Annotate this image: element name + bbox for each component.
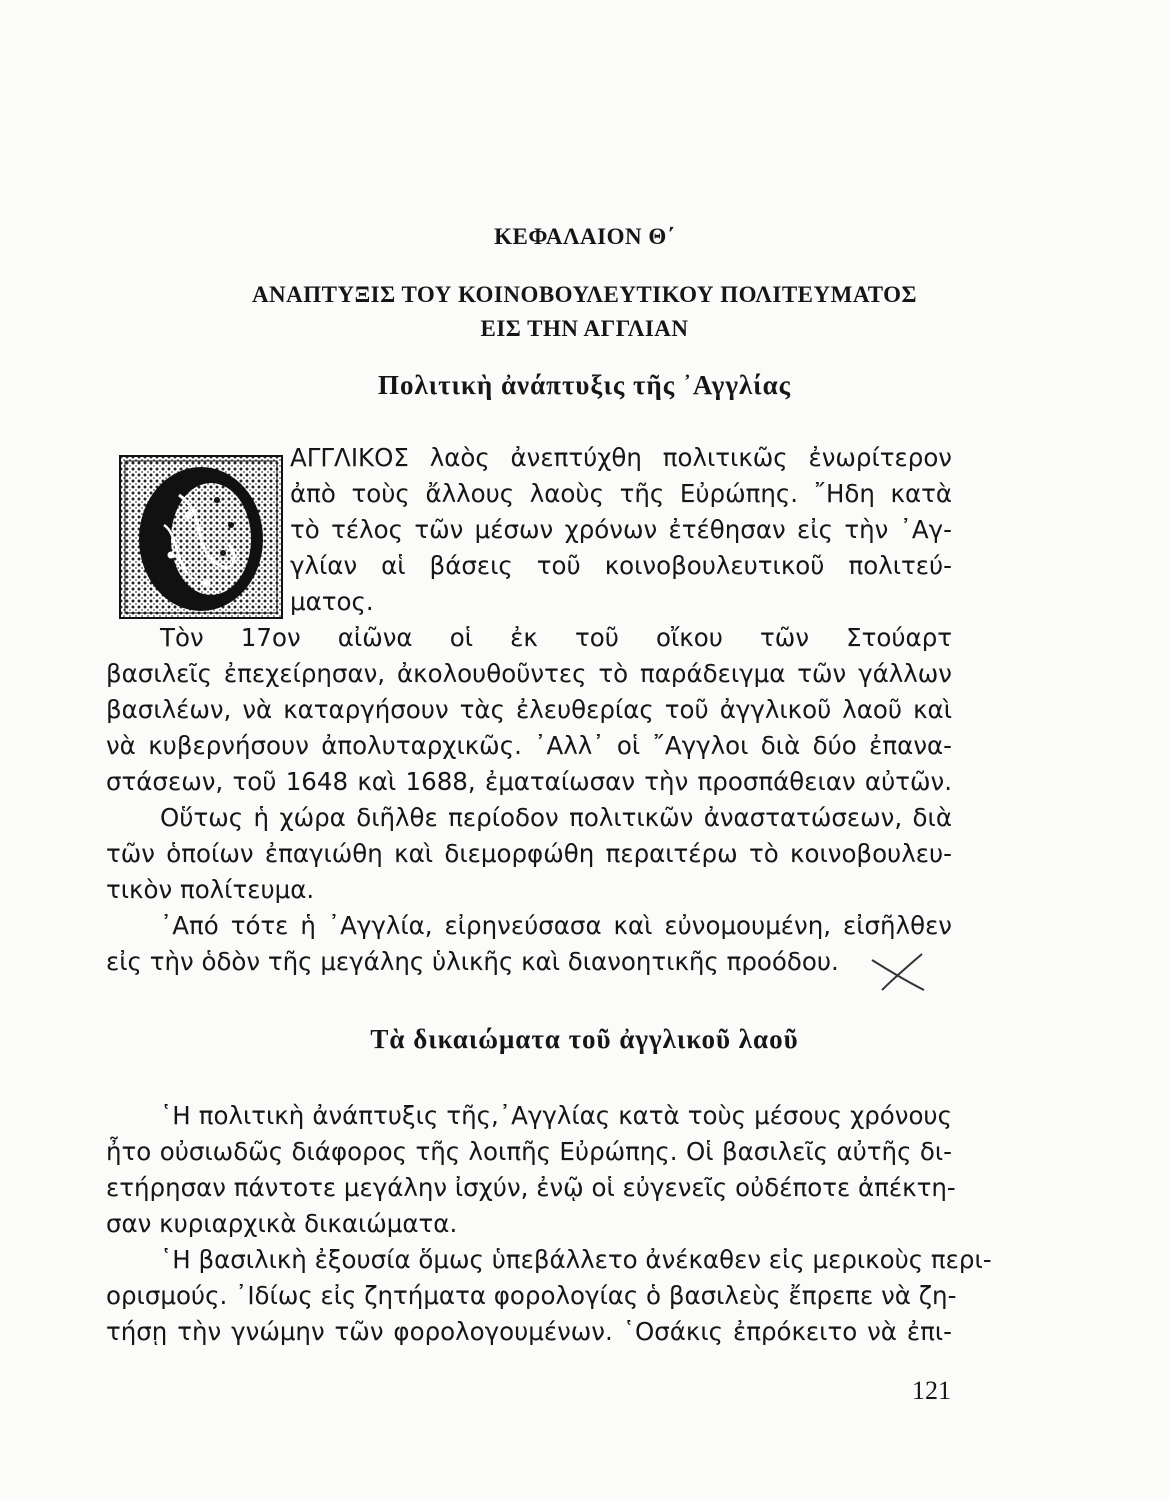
section2-line: σαν κυριαρχικὰ δικαιώματα. [106,1209,458,1238]
section2-line: ετήρησαν πάντοτε μεγάλην ἰσχύν, ἐνῷ οἱ εὐγενεῖς οὐδέποτε ἀπέκτη- [106,1173,956,1202]
section2-line: ῾Η βασιλικὴ ἐξουσία ὅμως ὑπεβάλλετο ἀνέκαθεν εἰς μερικοὺς περι- [160,1245,992,1274]
chapter-title-line-1: ΑΝΑΠΤΥΞΙΣ ΤΟΥ ΚΟΙΝΟΒΟΥΛΕΥΤΙΚΟΥ ΠΟΛΙΤΕΥΜΑΤΟΣ [251,282,918,307]
section1-line: τὸ τέλος τῶν μέσων χρόνων ἐτέθησαν εἰς τὴν ᾽Αγ- [290,515,952,544]
ornamental-drop-cap [119,455,283,619]
section1-line: στάσεων, τοῦ 1648 καὶ 1688, ἐματαίωσαν τὴν προσπάθειαν αὐτῶν. [106,767,952,796]
chapter-title-line-2: ΕΙΣ ΤΗΝ ΑΓΓΛΙΑΝ [480,316,689,341]
section2-line: ῾Η πολιτικὴ ἀνάπτυξις τῆς,᾽Αγγλίας κατὰ τοὺς μέσους χρόνους [160,1101,952,1130]
section1-line: τῶν ὁποίων ἐπαγιώθη καὶ διεμορφώθη περαιτέρω τὸ κοινοβουλευ- [106,839,952,868]
section1-line: γλίαν αἱ βάσεις τοῦ κοινοβουλευτικοῦ πολιτεύ- [290,551,952,580]
section2-line: τήσῃ τὴν γνώμην τῶν φορολογουμένων. ῾Οσάκις ἐπρόκειτο νὰ ἐπι- [106,1317,952,1346]
section1-line: ΑΓΓΛΙΚΟΣ λαὸς ἀνεπτύχθη πολιτικῶς ἐνωρίτερον [290,443,952,472]
section1-line: εἰς τὴν ὁδὸν τῆς μεγάλης ὑλικῆς καὶ διανοητικῆς προόδου. [106,947,839,976]
section1-line: Τὸν 17ον αἰῶνα οἱ ἐκ τοῦ οἴκου τῶν Στούαρτ [160,623,952,652]
section1-line: ᾽Από τότε ἡ ᾽Αγγλία, εἰρηνεύσασα καὶ εὐνομουμένη, εἰσῆλθεν [160,911,952,940]
section1-line: βασιλέων, νὰ καταργήσουν τὰς ἐλευθερίας τοῦ ἀγγλικοῦ λαοῦ καὶ [106,695,952,724]
section1-line: βασιλεῖς ἐπεχείρησαν, ἀκολουθοῦντες τὸ παράδειγμα τῶν γάλλων [106,659,952,688]
section1-line: ματος. [290,587,374,616]
section2-line: ἦτο οὐσιωδῶς διάφορος τῆς λοιπῆς Εὐρώπης. Οἱ βασιλεῖς αὐτῆς δι- [106,1137,952,1166]
section1-line: Οὕτως ἡ χώρα διῆλθε περίοδον πολιτικῶν ἀναστατώσεων, διὰ [160,803,952,832]
pencil-cross-mark [868,952,928,992]
section2-line: ορισμούς. ᾽Ιδίως εἰς ζητήματα φορολογίας ὁ βασιλεὺς ἔπρεπε νὰ ζη- [106,1281,957,1310]
section1-line: νὰ κυβερνήσουν ἀπολυταρχικῶς. ᾽Αλλ᾽ οἱ ῎Αγγλοι διὰ δύο ἐπανα- [106,731,952,760]
chapter-number-heading: ΚΕΦΑΛΑΙΟΝ Θ΄ [494,224,675,249]
section1-line: ἀπὸ τοὺς ἄλλους λαοὺς τῆς Εὐρώπης. ῎Ηδη κατὰ [290,479,952,508]
section-heading-rights: Τὰ δικαιώματα τοῦ ἀγγλικοῦ λαοῦ [370,1024,799,1054]
section-heading-political-development: Πολιτικὴ ἀνάπτυξις τῆς ᾽Αγγλίας [377,370,792,400]
page-number: 121 [912,1376,951,1405]
section1-line: τικὸν πολίτευμα. [106,875,315,904]
